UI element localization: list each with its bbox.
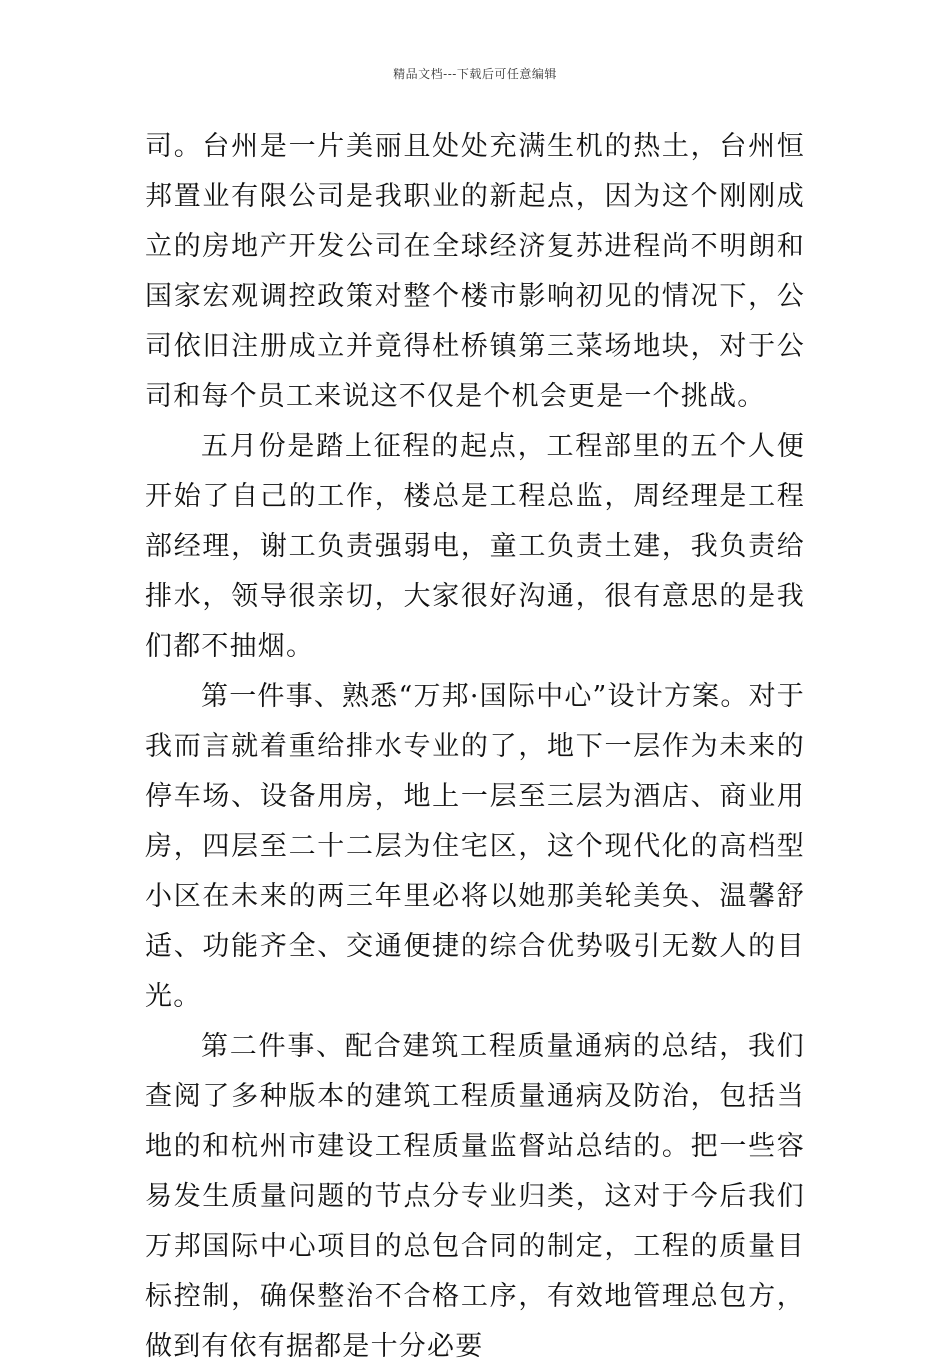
- paragraph-continuation: 司。台州是一片美丽且处处充满生机的热土，台州恒邦置业有限公司是我职业的新起点，因为这个刚刚成立的房地产开发公司在全球经济复苏进程尚不明朗和国家宏观调控政策对整个楼市影响初见的情况下，公司依旧注册成立并竟得杜桥镇第三菜场地块，对于公司和每个员工来说这不仅是个机会更是一个挑战。: [145, 131, 805, 412]
- page-header: 精品文档---下载后可任意编辑: [393, 67, 557, 81]
- paragraph-first-task: 第一件事、熟悉“万邦·国际中心”设计方案。对于我而言就着重给排水专业的了，地下一层作为未来的停车场、设备用房，地上一层至三层为酒店、商业用房，四层至二十二层为住宅区，这个现代化的高档型小区在未来的两三年里必将以她那美轮美奂、温馨舒适、功能齐全、交通便捷的综合优势吸引无数人的目光。: [145, 681, 805, 1012]
- paragraph-may-start: 五月份是踏上征程的起点，工程部里的五个人便开始了自己的工作，楼总是工程总监，周经理是工程部经理，谢工负责强弱电，童工负责土建，我负责给排水，领导很亲切，大家很好沟通，很有意思的是我们都不抽烟。: [145, 431, 805, 662]
- document-body: [145, 122, 805, 1372]
- paragraph-second-task: 第二件事、配合建筑工程质量通病的总结，我们查阅了多种版本的建筑工程质量通病及防治，包括当地的和杭州市建设工程质量监督站总结的。把一些容易发生质量问题的节点分专业归类，这对于今后我们万邦国际中心项目的总包合同的制定，工程的质量目标控制，确保整治不合格工序，有效地管理总包方，做到有依有据都是十分必要: [145, 1031, 805, 1362]
